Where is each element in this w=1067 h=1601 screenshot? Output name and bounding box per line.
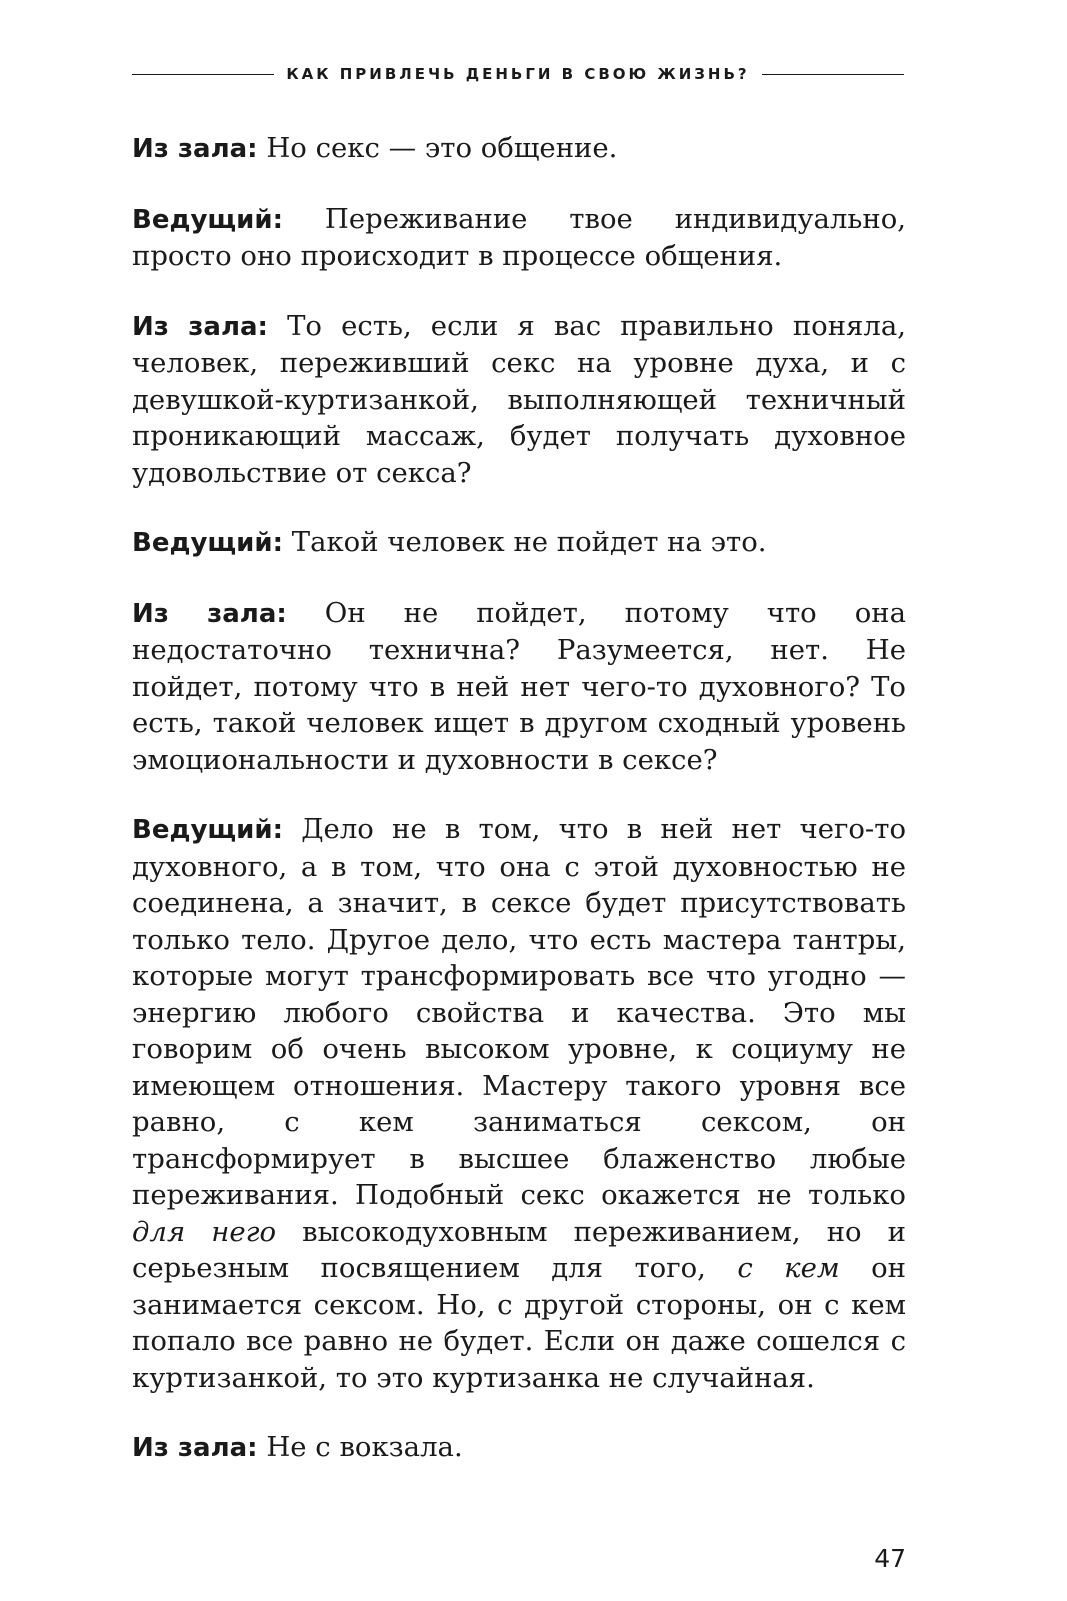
header-rule-right: [762, 74, 904, 75]
dialogue-paragraph: [132, 811, 906, 1396]
dialogue-paragraph: [132, 201, 906, 275]
paragraph-text: высокодуховным переживанием, но и серьезным посвящением для того,: [132, 1215, 906, 1284]
speaker-label: Ведущий:: [132, 204, 283, 235]
paragraph-text: Но секс — это общение.: [266, 132, 618, 164]
paragraph-text: Дело не в том, что в ней нет чего-то духовного, а в том, что она с этой духовностью не соединена, а значит, в сексе будет присутствовать только тело. Другое дело, что есть мастера тантры, которые могут трансформировать все что угодно — энергию любого свойства и качества. Это мы говорим об очень высоком уровне, к социуму не имеющем отношения. Мастеру такого уровня все равно, с кем заниматься сексом, он трансформирует в высшее блаженство любые переживания. Подобный секс окажется не только: [132, 813, 906, 1211]
dialogue-paragraph: [132, 595, 906, 779]
paragraph-text: он занимается сексом. Но, с другой стороны, он с кем попало все равно не будет. Если он даже сошелся с куртизанкой, то это куртизанка не случайная.: [132, 1252, 906, 1394]
paragraph-text: То есть, если я вас правильно поняла, человек, переживший секс на уровне духа, и с девушкой-куртизанкой, выполняющей техничный проникающий массаж, будет получать духовное удовольствие от секса?: [132, 309, 906, 489]
speaker-label: Из зала:: [132, 1433, 258, 1463]
page-number: 47: [874, 1544, 906, 1573]
speaker-label: Из зала:: [132, 311, 268, 342]
page-body: [132, 130, 906, 1500]
speaker-label: Из зала:: [132, 598, 287, 629]
paragraph-text: Такой человек не пойдет на это.: [291, 526, 767, 558]
dialogue-paragraph: [132, 1429, 906, 1467]
speaker-label: Ведущий:: [132, 528, 283, 558]
running-header: [132, 60, 904, 88]
dialogue-paragraph: [132, 308, 906, 492]
paragraph-text: Переживание твое индивидуально, просто оно происходит в процессе общения.: [132, 202, 906, 272]
emphasis-text: с кем: [737, 1252, 840, 1284]
dialogue-paragraph: [132, 130, 906, 168]
speaker-label: Из зала:: [132, 134, 258, 164]
emphasis-text: для него: [132, 1215, 277, 1248]
paragraph-text: Не с вокзала.: [266, 1431, 463, 1463]
running-header-title: КАК ПРИВЛЕЧЬ ДЕНЬГИ В СВОЮ ЖИЗНЬ?: [286, 65, 750, 83]
header-rule-left: [132, 74, 274, 75]
speaker-label: Ведущий:: [132, 815, 283, 845]
dialogue-paragraph: [132, 524, 906, 562]
paragraph-text: Он не пойдет, потому что она недостаточно технична? Разумеется, нет. Не пойдет, потому что в ней нет чего-то духовного? То есть, такой человек ищет в другом сходный уровень эмоциональности и духовности в сексе?: [132, 596, 906, 776]
